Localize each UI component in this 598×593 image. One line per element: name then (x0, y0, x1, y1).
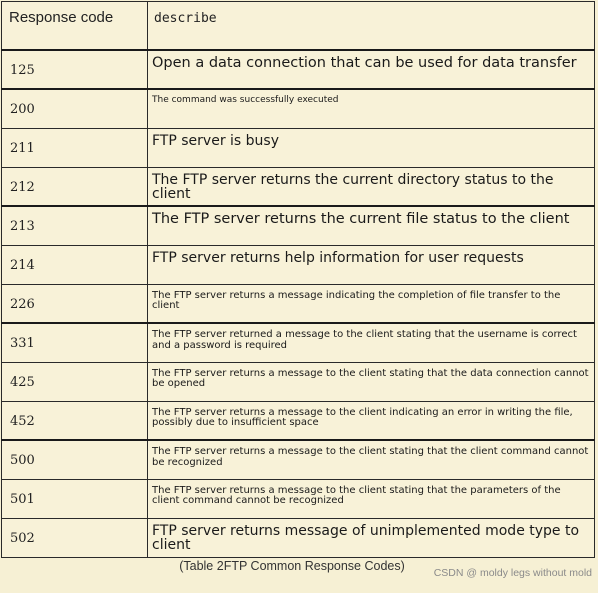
watermark: CSDN @ moldy legs without mold (433, 567, 592, 579)
response-codes-table (1, 1, 595, 558)
row-description: The command was successfully executed (148, 89, 595, 128)
table-row (2, 479, 595, 518)
row-description: The FTP server returned a message to the client stating that the username is correct and a password is required (148, 323, 595, 362)
row-code: 200 (2, 89, 148, 128)
table-row (2, 518, 595, 557)
row-description: The FTP server returns a message to the client indicating an error in writing the file, possibly due to insufficient space (148, 401, 595, 440)
table-caption: (Table 2FTP Common Response Codes) (179, 559, 405, 573)
row-description: FTP server returns message of unimplemented mode type to client (148, 518, 595, 557)
table-row (2, 89, 595, 128)
table-row (2, 323, 595, 362)
table-row (2, 128, 595, 167)
row-code: 226 (2, 284, 148, 323)
row-code: 125 (2, 50, 148, 89)
header-response-code: Response code (2, 2, 148, 51)
table-row (2, 362, 595, 401)
row-description: Open a data connection that can be used for data transfer (148, 50, 595, 89)
row-code: 452 (2, 401, 148, 440)
row-code: 213 (2, 206, 148, 245)
table-header-row (2, 2, 595, 51)
table-row (2, 284, 595, 323)
table-row (2, 167, 595, 206)
header-describe: describe (148, 2, 595, 51)
row-description: The FTP server returns the current file status to the client (148, 206, 595, 245)
table-row (2, 50, 595, 89)
row-code: 212 (2, 167, 148, 206)
row-code: 502 (2, 518, 148, 557)
row-code: 211 (2, 128, 148, 167)
row-code: 500 (2, 440, 148, 479)
table-row (2, 401, 595, 440)
row-code: 214 (2, 245, 148, 284)
row-description: FTP server returns help information for user requests (148, 245, 595, 284)
row-description: The FTP server returns a message to the client stating that the client command cannot be recognized (148, 440, 595, 479)
row-code: 425 (2, 362, 148, 401)
row-description: The FTP server returns a message to the client stating that the parameters of the client command cannot be recognized (148, 479, 595, 518)
row-description: FTP server is busy (148, 128, 595, 167)
row-code: 501 (2, 479, 148, 518)
row-code: 331 (2, 323, 148, 362)
table-row (2, 206, 595, 245)
row-description: The FTP server returns a message to the client stating that the data connection cannot be opened (148, 362, 595, 401)
table-row (2, 245, 595, 284)
row-description: The FTP server returns a message indicating the completion of file transfer to the client (148, 284, 595, 323)
table-row (2, 440, 595, 479)
row-description: The FTP server returns the current directory status to the client (148, 167, 595, 206)
